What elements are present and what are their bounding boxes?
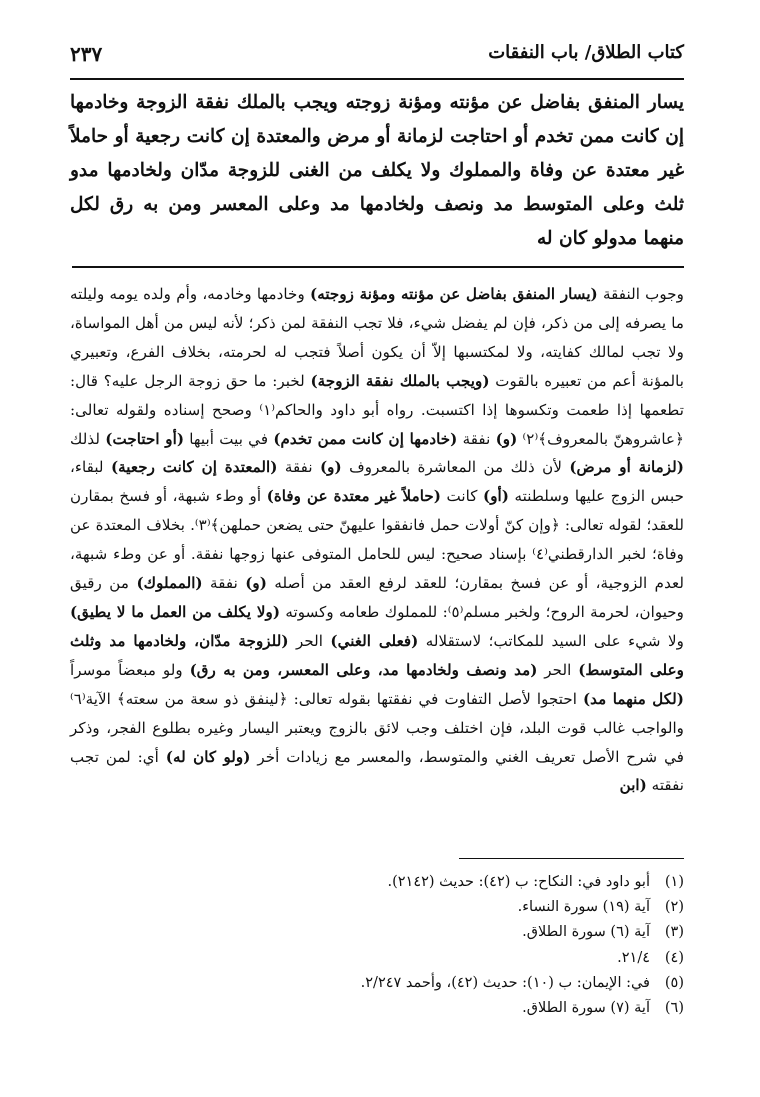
running-header [70, 42, 684, 72]
footnote-item [300, 996, 684, 1021]
footnote-text: ٢١/٤. [617, 949, 650, 966]
commentary-quoted-matn: (حاملاً غير معتدة عن وفاة) [266, 487, 441, 506]
commentary-quoted-matn: (يسار المنفق بفاضل عن مؤنته ومؤنة زوجته) [310, 285, 598, 303]
commentary-run: نفقة [457, 429, 496, 448]
footnotes [300, 870, 684, 1021]
commentary-run: احتجوا لأصل التفاوت في نفقتها بقوله تعالى: ﴿لينفق ذو سعة من سعته﴾ الآية⁽٦⁾ والواجب غالب قوت البلد، فإن اختلف وجب لائق بالزوج ويعتبر اليسار وغيره بطلوع الفجر، وذكر في شرح الأصل تعريف الغني والمتوسط، والمعسر مع زيادات أخر [70, 689, 685, 766]
commentary-run: من رقيق وحيوان، لحرمة الروح؛ ولخبر مسلم⁽٥⁾: للمملوك طعامه وكسوته [70, 574, 685, 621]
commentary-quoted-matn: (و) [495, 429, 518, 448]
footnote-item [300, 895, 684, 920]
commentary-quoted-matn: (ولو كان له) [165, 747, 251, 766]
matn-text: يسار المنفق بفاضل عن مؤنته ومؤنة زوجته ويجب بالملك نفقة الزوجة وخادمها إن كانت ممن تخدم أو احتاجت لزمانة أو مرض والمعتدة إن كانت رجعية أو حاملاً غير معتدة عن وفاة والمملوك ولا يكلف من الغنى للزوجة مدّان ولخادمها مدو ثلث وعلى المتوسط مد ونصف ولخادمها مد وعلى المعسر ومن به رق لكل منهما مدولو كان له [70, 92, 684, 249]
commentary-quoted-matn: (ولا يكلف من العمل ما لا يطيق) [70, 602, 281, 621]
section-divider [72, 266, 684, 268]
footnote-item [300, 870, 684, 895]
footnote-text: في: الإيمان: ب (١٠): حديث (٤٢)، وأحمد ٢/٢٤٧. [360, 974, 650, 991]
commentary-quoted-matn: (ابن [619, 776, 647, 795]
commentary-quoted-matn: (المعتدة إن كانت رجعية) [110, 458, 278, 477]
commentary-quoted-matn: (أو احتاجت) [105, 429, 185, 448]
commentary-quoted-matn: (و) [319, 458, 342, 477]
commentary-run: ولا شيء على السيد للمكاتب؛ لاستقلاله [418, 631, 685, 650]
commentary-quoted-matn: (خادمها إن كانت ممن تخدم) [273, 429, 458, 448]
commentary-run: لخبر: ما حق زوجة الرجل عليه؟ قال: تطعمها إذا طعمت وتكسوها إذا اكتسبت. رواه أبو داود والحاكم⁽١⁾ وصحح إسناده ولقوله تعالى: ﴿عاشروهنّ بالمعروف﴾⁽٢⁾ [70, 371, 684, 448]
footnote-item [300, 946, 684, 971]
footnote-rule [459, 858, 684, 859]
commentary-quoted-matn: (مد ونصف ولخادمها مد، وعلى المعسر، ومن به رق) [189, 660, 538, 679]
footnote-item [300, 971, 684, 996]
commentary-run: وجوب النفقة [597, 285, 684, 303]
commentary-quoted-matn: (لكل منهما مد) [582, 689, 684, 708]
commentary-quoted-matn: (ويجب بالملك نفقة الزوجة) [310, 371, 490, 390]
footnote-text: آية (٦) سورة الطلاق. [522, 924, 650, 941]
commentary-quoted-matn: (أو) [483, 487, 509, 506]
commentary-quoted-matn: (فعلى الغني) [330, 631, 419, 650]
commentary-run: أي: لمن تجب نفقته [70, 747, 684, 795]
commentary-run: أو وطء شبهة، أو فسخ بمقارن للعقد؛ لقوله تعالى: ﴿وإن كنّ أولات حمل فانفقوا عليهنّ حتى يضعن حملهن﴾⁽٣⁾. بخلاف المعتدة عن وفاة؛ لخبر الدارقطني⁽٤⁾ بإسناد صحيح: ليس للحامل المتوفى عنها زوجها نفقة. أو عن وطء شبهة، لعدم الزوجية، أو عن فسخ بمقارن؛ للعقد لرفع العقد من أصله [70, 487, 685, 593]
header-rule [70, 78, 684, 80]
commentary-run: الحر [288, 631, 331, 650]
header-title: كتاب الطلاق/ باب النفقات [488, 42, 684, 63]
commentary-run: في بيت أبيها [184, 429, 274, 448]
commentary-run: ولو مبعضاً موسراً [70, 660, 190, 679]
footnote-number: (٦) [664, 1000, 684, 1017]
footnote-number: (٣) [664, 924, 684, 941]
commentary-run: نفقة [202, 574, 246, 593]
page-number: ٢٣٧ [70, 42, 103, 66]
footnote-item [300, 920, 684, 945]
commentary-text [70, 280, 684, 800]
commentary-run: وخادمها وخادمه، وأم ولده يومه وليلته ما يصرفه إلى من ذكر، فإن لم يفضل شيء، فلا تجب النفقة لمن ذكر؛ لأنه ليس من أهل المواساة، ولا تجب لمالك كفايته، ولا لمكتسبها إلاّ أن يكون أصلاً فتجب له لحرمته، بخلاف الفرع، وتعبيري بالمؤنة أعم من تعبيره بالقوت [70, 285, 684, 390]
commentary-run: لذلك [70, 429, 106, 448]
commentary-run: لأن ذلك من المعاشرة بالمعروف [341, 458, 570, 477]
commentary-run: كانت [440, 487, 484, 506]
commentary-quoted-matn: (المملوك) [136, 574, 203, 593]
commentary-run: الحر [537, 660, 579, 679]
commentary-run: لبقاء، حبس الزوج عليها وسلطنته [70, 458, 684, 506]
footnote-number: (٤) [664, 949, 684, 966]
footnote-number: (٥) [664, 974, 684, 991]
footnote-number: (٢) [664, 899, 684, 916]
footnote-text: آية (٧) سورة الطلاق. [522, 1000, 650, 1017]
commentary-quoted-matn: (للزوجة مدّان، ولخادمها مد وثلث وعلى المتوسط) [70, 631, 684, 679]
commentary-quoted-matn: (و) [245, 574, 267, 593]
footnote-text: أبو داود في: النكاح: ب (٤٢): حديث (٢١٤٢). [387, 874, 650, 890]
footnote-text: آية (١٩) سورة النساء. [517, 899, 650, 916]
commentary-quoted-matn: (لزمانة أو مرض) [569, 458, 684, 477]
commentary-run: نفقة [277, 458, 320, 477]
footnote-number: (١) [664, 874, 684, 890]
